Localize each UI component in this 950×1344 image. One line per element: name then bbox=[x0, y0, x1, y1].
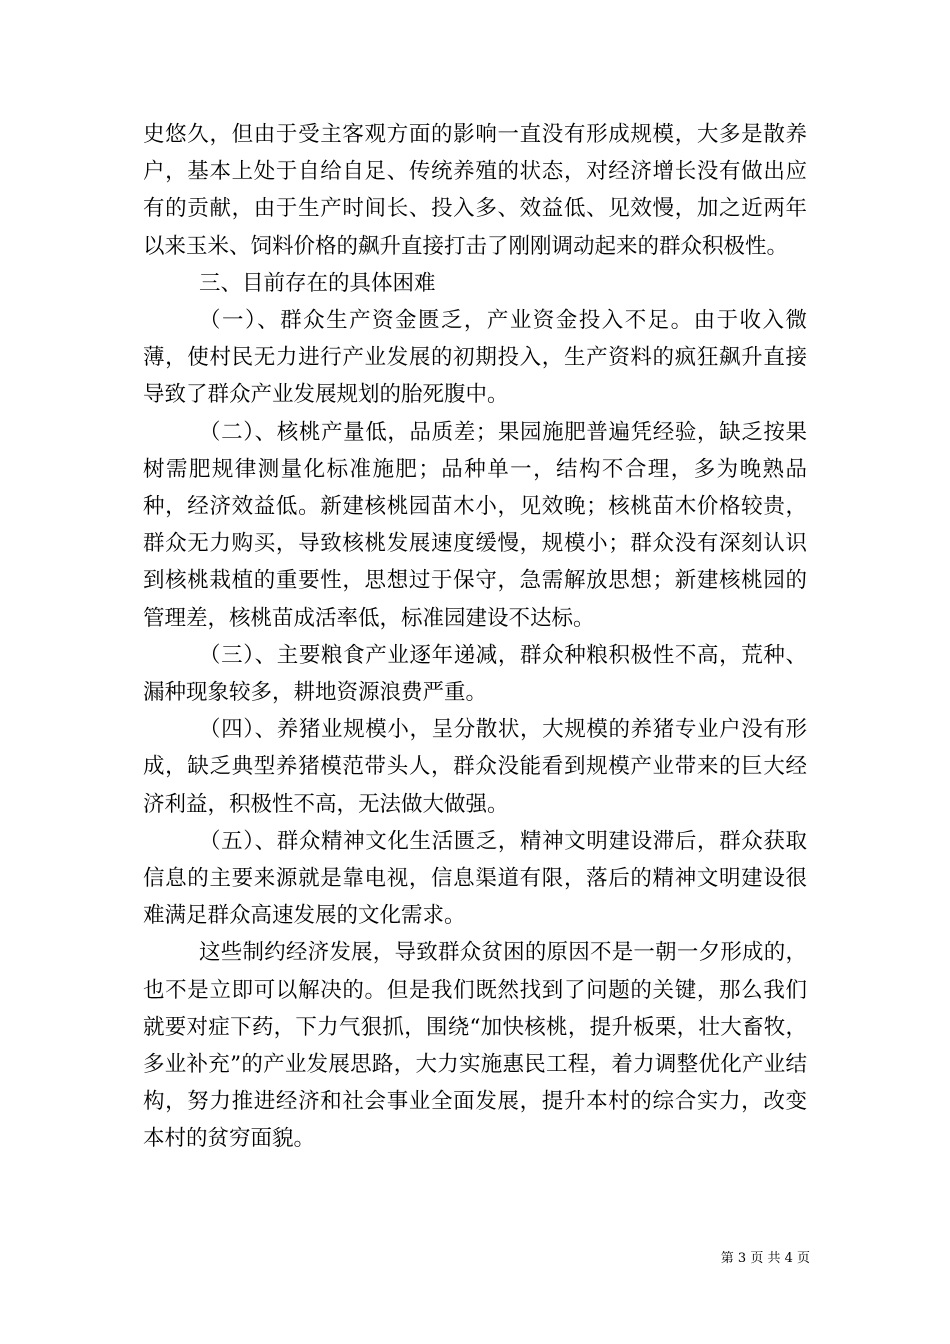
document-body bbox=[143, 116, 807, 1158]
paragraph-item-1: （一）、群众生产资金匮乏，产业资金投入不足。由于收入微薄，使村民无力进行产业发展的初期投入，生产资料的疯狂飙升直接导致了群众产业发展规划的胎死腹中。 bbox=[143, 308, 807, 408]
paragraph-conclusion: 这些制约经济发展，导致群众贫困的原因不是一朝一夕形成的，也不是立即可以解决的。但是我们既然找到了问题的关键，那么我们就要对症下药，下力气狠抓，围绕“加快核桃，提升板栗，壮大畜牧，多业补充”的产业发展思路，大力实施惠民工程，着力调整优化产业结构，努力推进经济和社会事业全面发展，提升本村的综合实力，改变本村的贫穷面貌。 bbox=[143, 940, 807, 1152]
page-number-footer: 第 3 页 共 4 页 bbox=[720, 1251, 810, 1266]
paragraph-item-3: （三）、主要粮食产业逐年递减，群众种粮积极性不高，荒种、漏种现象较多，耕地资源浪费严重。 bbox=[143, 642, 807, 706]
paragraph-continuation: 史悠久，但由于受主客观方面的影响一直没有形成规模，大多是散养户，基本上处于自给自足、传统养殖的状态，对经济增长没有做出应有的贡献，由于生产时间长、投入多、效益低、见效慢，加之近两年以来玉米、饲料价格的飙升直接打击了刚刚调动起来的群众积极性。 bbox=[143, 122, 807, 259]
paragraph-item-5: （五）、群众精神文化生活匮乏，精神文明建设滞后，群众获取信息的主要来源就是靠电视，信息渠道有限，落后的精神文明建设很难满足群众高速发展的文化需求。 bbox=[143, 828, 807, 929]
paragraph-item-4: （四）、养猪业规模小，呈分散状，大规模的养猪专业户没有形成，缺乏典型养猪模范带头人，群众没能看到规模产业带来的巨大经济利益，积极性不高，无法做大做强。 bbox=[143, 717, 807, 817]
section-heading-difficulties: 三、目前存在的具体困难 bbox=[199, 270, 436, 296]
paragraph-item-2: （二）、核桃产量低，品质差；果园施肥普遍凭经验，缺乏按果树需肥规律测量化标准施肥；品种单一，结构不合理，多为晚熟品种，经济效益低。新建核桃园苗木小，见效晚；核桃苗木价格较贵，群众无力购买，导致核桃发展速度缓慢，规模小；群众没有深刻认识到核桃栽植的重要性，思想过于保守，急需解放思想；新建核桃园的管理差，核桃苗成活率低，标准园建设不达标。 bbox=[143, 419, 807, 631]
